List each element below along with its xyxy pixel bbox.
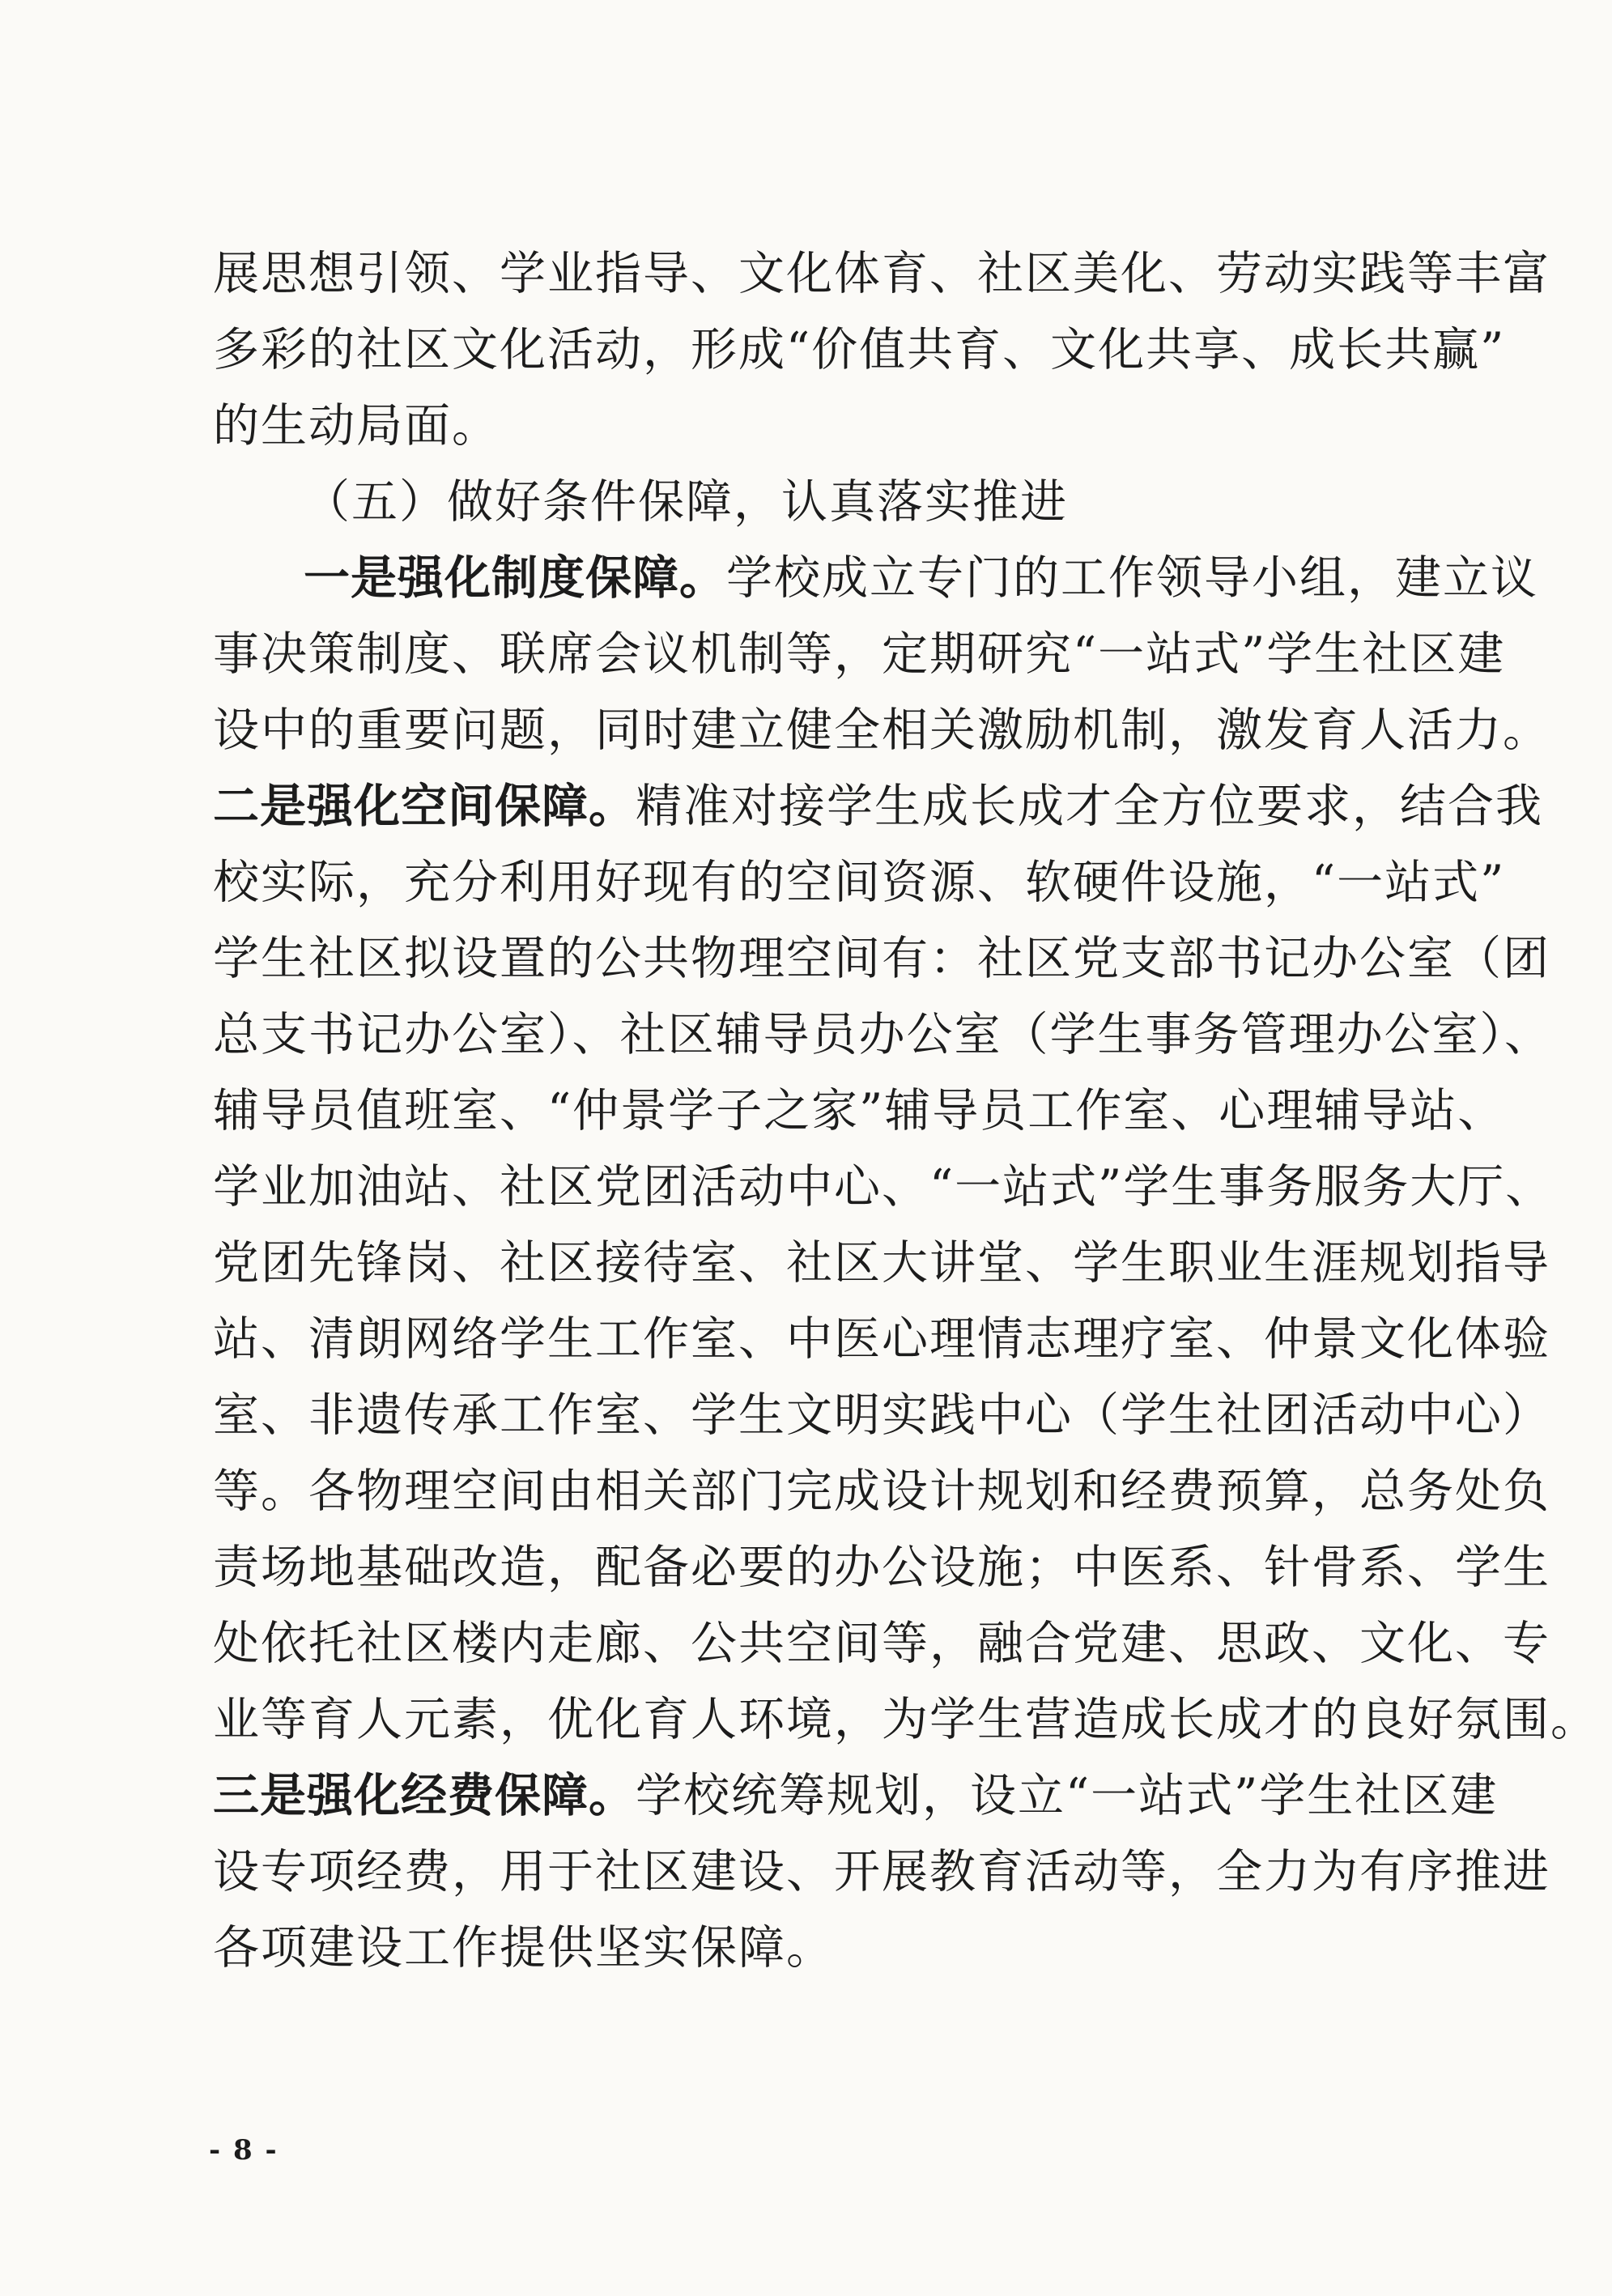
text-line: 等。各物理空间由相关部门完成设计规划和经费预算，总务处负 bbox=[213, 1465, 1550, 1518]
bold-lead-second: 二是强化空间保障。 bbox=[213, 780, 636, 833]
text-line: 处依托社区楼内走廊、公共空间等，融合党建、思政、文化、专 bbox=[213, 1617, 1550, 1670]
text-line: 多彩的社区文化活动，形成“价值共育、文化共享、成长共赢” bbox=[213, 323, 1506, 376]
bold-lead-first: 一是强化制度保障。 bbox=[304, 551, 726, 605]
text-line: 业等育人元素，优化育人环境，为学生营造成长成才的良好氛围。 bbox=[213, 1693, 1598, 1746]
text-line: 的生动局面。 bbox=[213, 399, 500, 453]
text-line: 责场地基础改造，配备必要的办公设施；中医系、针骨系、学生 bbox=[213, 1541, 1550, 1594]
text-line bbox=[304, 546, 1538, 610]
text-line: 设中的重要问题，同时建立健全相关激励机制，激发育人活力。 bbox=[213, 704, 1550, 757]
text-span: 学校统筹规划，设立“一站式”学生社区建 bbox=[636, 1769, 1499, 1822]
text-line: 党团先锋岗、社区接待室、社区大讲堂、学生职业生涯规划指导 bbox=[213, 1236, 1550, 1290]
text-line: 校实际，充分利用好现有的空间资源、软硬件设施，“一站式” bbox=[213, 856, 1506, 909]
text-line: 设专项经费，用于社区建设、开展教育活动等，全力为有序推进 bbox=[213, 1845, 1550, 1898]
bold-lead-third: 三是强化经费保障。 bbox=[213, 1769, 636, 1822]
text-line: 总支书记办公室）、社区辅导员办公室（学生事务管理办公室）、 bbox=[213, 1008, 1552, 1061]
text-line: 学业加油站、社区党团活动中心、“一站式”学生事务服务大厅、 bbox=[213, 1160, 1554, 1214]
text-line: 各项建设工作提供坚实保障。 bbox=[213, 1921, 834, 1975]
section-heading: （五）做好条件保障，认真落实推进 bbox=[304, 475, 1068, 529]
text-line: 站、清朗网络学生工作室、中医心理情志理疗室、仲景文化体验 bbox=[213, 1312, 1550, 1366]
text-line: 学生社区拟设置的公共物理空间有：社区党支部书记办公室（团 bbox=[213, 932, 1550, 985]
text-line: 展思想引领、学业指导、文化体育、社区美化、劳动实践等丰富 bbox=[213, 247, 1550, 300]
text-span: 精准对接学生成长成才全方位要求，结合我 bbox=[636, 780, 1543, 833]
text-span: 学校成立专门的工作领导小组，建立议 bbox=[726, 551, 1538, 605]
page-number: - 8 - bbox=[209, 2134, 279, 2166]
text-line: 室、非遗传承工作室、学生文明实践中心（学生社团活动中心） bbox=[213, 1388, 1550, 1442]
text-line: 辅导员值班室、“仲景学子之家”辅导员工作室、心理辅导站、 bbox=[213, 1084, 1506, 1137]
text-line bbox=[213, 1763, 1498, 1828]
text-line: 事决策制度、联席会议机制等，定期研究“一站式”学生社区建 bbox=[213, 627, 1506, 681]
text-line bbox=[213, 774, 1543, 839]
